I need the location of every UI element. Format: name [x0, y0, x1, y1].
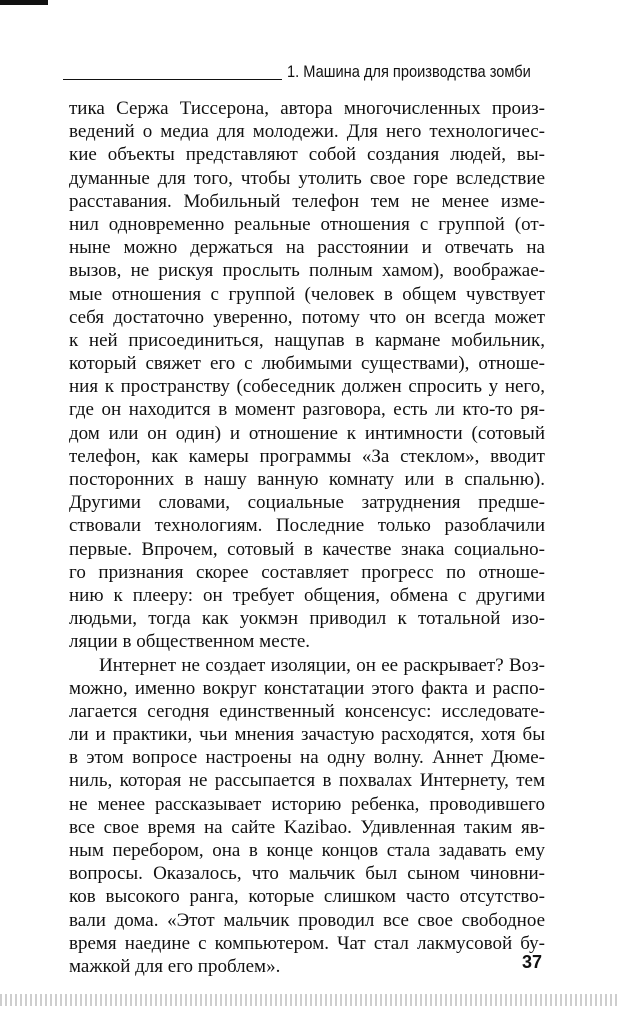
- paragraph-start-line: Интернет не создает изоляции, он ее раскрывает? Воз-: [99, 654, 545, 676]
- text-line: вопросы. Оказалось, что мальчик был сыном чиновни-: [69, 863, 545, 885]
- text-line: который свяжет его с любимыми существами), отноше-: [69, 353, 545, 375]
- text-line: го признания скорее составляет прогресс по отноше-: [69, 561, 545, 583]
- text-line: тика Сержа Тиссерона, автора многочисленных произ-: [69, 98, 545, 119]
- paragraph-end-line: ляции в общественном месте.: [69, 631, 311, 653]
- page-number: 37: [522, 952, 543, 972]
- text-line: ков высокого ранга, которые слишком часто отсутство-: [69, 886, 545, 908]
- text-line: Другими словами, социальные затруднения предше-: [69, 492, 545, 514]
- body-text: [69, 97, 545, 978]
- text-line: мые отношения с группой (человек в общем чувствует: [69, 283, 545, 305]
- text-line: расставания. Мобильный телефон тем не менее изме-: [69, 190, 545, 212]
- top-edge-mark: [0, 0, 48, 5]
- scan-edge-noise: [0, 994, 620, 1006]
- text-line: нию к плееру: он требует общения, обмена с другими: [69, 584, 545, 606]
- chapter-title: 1. Машина для производства зомби: [287, 62, 531, 81]
- text-line: ния к пространству (собеседник должен спросить у него,: [69, 376, 545, 398]
- text-line: нил одновременно реальные отношения с группой (от-: [69, 213, 545, 235]
- text-line: ниль, которая не рассыпается в похвалах Интернету, тем: [69, 770, 545, 792]
- text-line: не менее рассказывает историю ребенка, проводившего: [69, 793, 545, 815]
- text-line: ныне можно держаться на расстоянии и отвечать на: [69, 237, 545, 259]
- text-line: лагается сегодня единственный консенсус: исследовате-: [69, 700, 545, 722]
- text-line: к ней присоединиться, нащупав в кармане мобильник,: [69, 329, 545, 351]
- text-line: дом или он один) и отношение к интимности (сотовый: [69, 422, 545, 444]
- text-line: ным перебором, она в конце концов стала задавать ему: [69, 840, 545, 861]
- text-line: все свое время на сайте Kazibao. Удивленная таким яв-: [69, 816, 545, 838]
- text-line: думанные для того, чтобы утолить свое горе вследствие: [69, 167, 545, 189]
- text-line: ведений о медиа для молодежи. Для него технологичес-: [69, 121, 545, 143]
- text-line: себя достаточно уверенно, потому что он всегда может: [69, 306, 545, 328]
- running-header: [0, 62, 620, 84]
- text-line: вали дома. «Этот мальчик проводил все свое свободное: [69, 909, 545, 931]
- text-line: время наедине с компьютером. Чат стал лакмусовой бу-: [69, 932, 545, 954]
- text-line: ли и практики, чьи мнения зачастую расходятся, хотя бы: [69, 724, 545, 746]
- text-line: первые. Впрочем, сотовый в качестве знака социально-: [69, 538, 545, 560]
- text-line: где он находится в момент разговора, есть ли кто-то ря-: [69, 399, 545, 421]
- header-rule: [63, 79, 282, 80]
- text-line: кие объекты представляют собой создания людей, вы-: [69, 144, 545, 166]
- text-line: в этом вопросе настроены на одну волну. Аннет Дюме-: [69, 747, 545, 769]
- text-line: вызов, не рискуя прослыть полным хамом), воображае-: [69, 260, 545, 282]
- text-line: людьми, тогда как уокмэн приводил к тотальной изо-: [69, 608, 545, 630]
- paragraph-end-line: мажкой для его проблем».: [69, 955, 281, 977]
- text-line: посторонних в нашу ванную комнату или в спальню).: [69, 469, 545, 490]
- text-line: ствовали технологиям. Последние только разоблачили: [69, 515, 545, 537]
- text-line: можно, именно вокруг констатации этого факта и распо-: [69, 677, 545, 699]
- text-line: телефон, как камеры программы «За стеклом», вводит: [69, 445, 545, 467]
